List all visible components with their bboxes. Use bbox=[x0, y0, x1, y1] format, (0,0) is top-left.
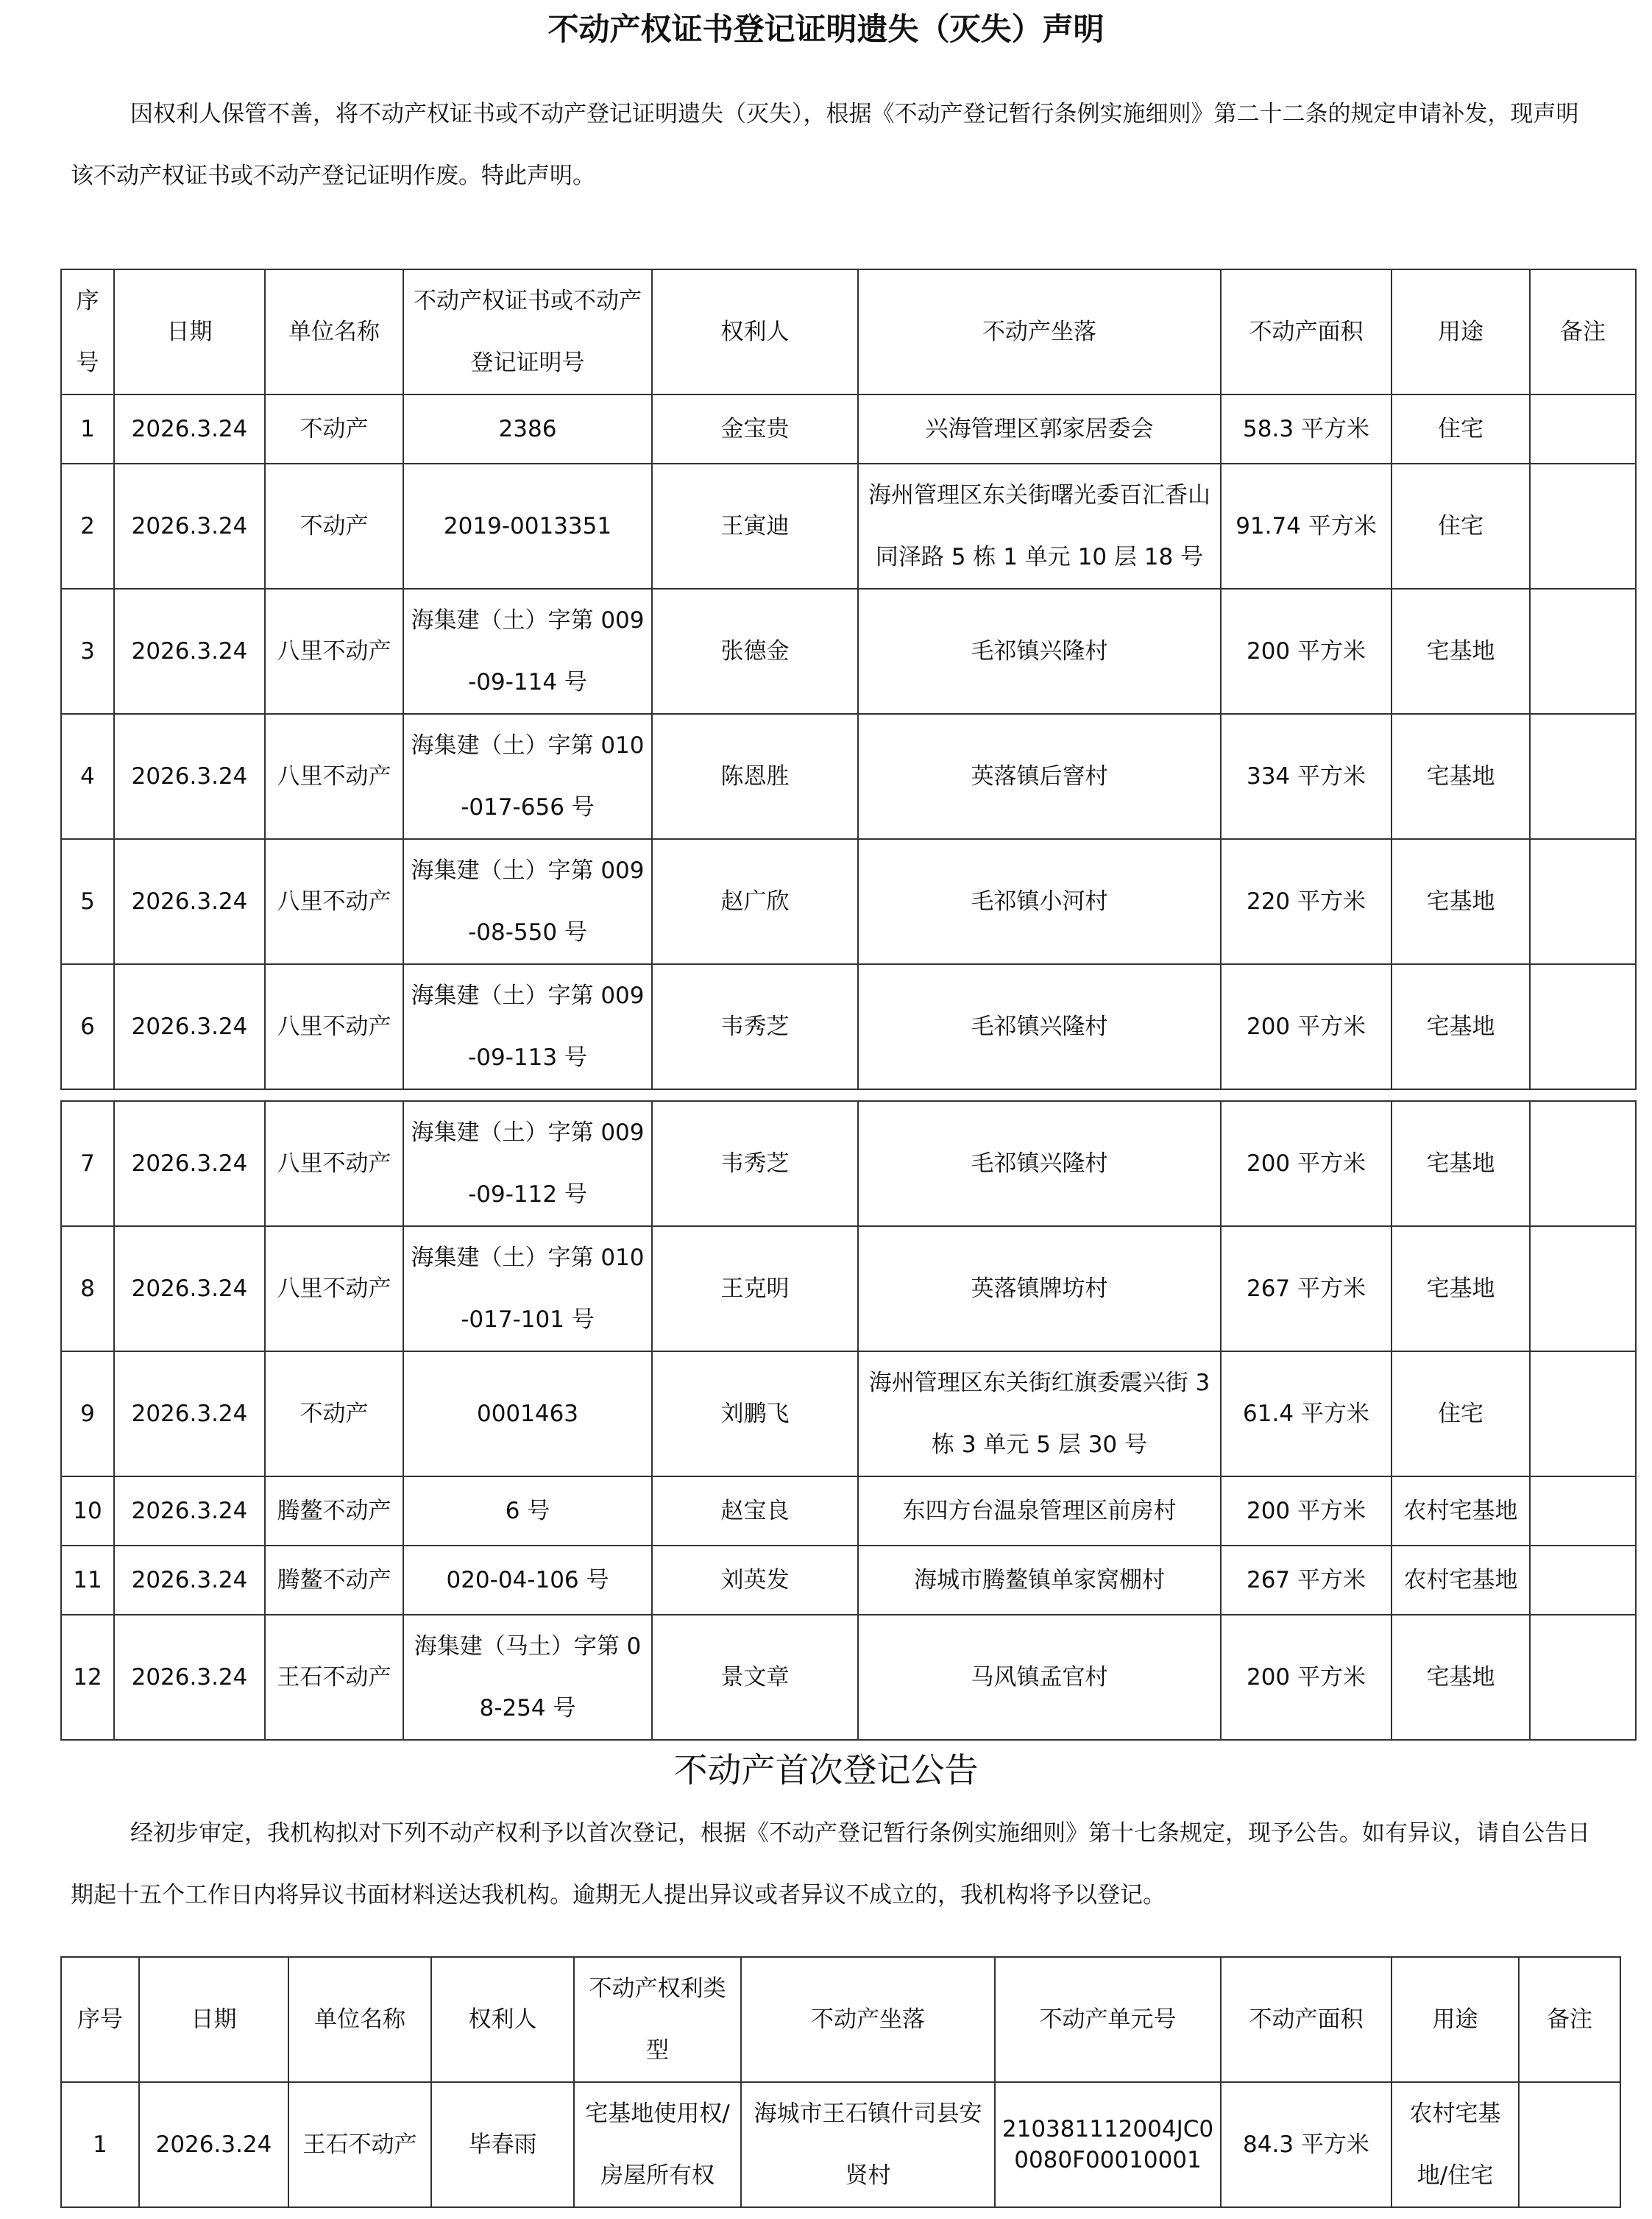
cell-date: 2026.3.24 bbox=[114, 839, 265, 964]
cell-unit: 八里不动产 bbox=[265, 1101, 403, 1226]
cell-location: 毛祁镇兴隆村 bbox=[858, 1101, 1221, 1226]
cell-usage: 住宅 bbox=[1392, 464, 1530, 589]
header-date: 日期 bbox=[139, 1957, 288, 2082]
table-header-row bbox=[61, 269, 1636, 394]
cell-owner: 韦秀芝 bbox=[652, 1101, 858, 1226]
header-remark: 备注 bbox=[1530, 269, 1636, 394]
cell-area: 84.3 平方米 bbox=[1221, 2082, 1392, 2207]
cell-remark bbox=[1530, 839, 1636, 964]
header-usage: 用途 bbox=[1392, 269, 1530, 394]
first-registration-table bbox=[60, 1956, 1621, 2208]
header-owner: 权利人 bbox=[652, 269, 858, 394]
cell-area: 220 平方米 bbox=[1221, 839, 1392, 964]
cell-date: 2026.3.24 bbox=[114, 964, 265, 1089]
cell-remark bbox=[1530, 1351, 1636, 1476]
cell-cert-no: 海集建（土）字第 009-09-114 号 bbox=[403, 589, 652, 714]
header-location: 不动产坐落 bbox=[741, 1957, 995, 2082]
cell-date: 2026.3.24 bbox=[114, 1546, 265, 1615]
cell-unit: 不动产 bbox=[265, 464, 403, 589]
cell-remark bbox=[1530, 964, 1636, 1089]
cell-unit: 八里不动产 bbox=[265, 589, 403, 714]
cell-seq: 8 bbox=[61, 1226, 114, 1351]
cell-location: 毛祁镇兴隆村 bbox=[858, 589, 1221, 714]
table-row bbox=[61, 1226, 1636, 1351]
cell-location: 英落镇牌坊村 bbox=[858, 1226, 1221, 1351]
cell-date: 2026.3.24 bbox=[114, 714, 265, 839]
cell-remark bbox=[1530, 1226, 1636, 1351]
cell-seq: 1 bbox=[61, 394, 114, 464]
cell-remark bbox=[1530, 1546, 1636, 1615]
cell-owner: 陈恩胜 bbox=[652, 714, 858, 839]
cell-owner: 金宝贵 bbox=[652, 394, 858, 464]
cell-date: 2026.3.24 bbox=[114, 1476, 265, 1546]
table-row bbox=[61, 1476, 1636, 1546]
cell-area: 334 平方米 bbox=[1221, 714, 1392, 839]
cell-date: 2026.3.24 bbox=[114, 1101, 265, 1226]
cell-owner: 景文章 bbox=[652, 1615, 858, 1740]
cell-remark bbox=[1530, 464, 1636, 589]
header-date: 日期 bbox=[114, 269, 265, 394]
cell-owner: 毕春雨 bbox=[431, 2082, 574, 2207]
cell-owner: 赵广欣 bbox=[652, 839, 858, 964]
header-right-type: 不动产权利类型 bbox=[574, 1957, 741, 2082]
header-area: 不动产面积 bbox=[1221, 1957, 1392, 2082]
cell-unit: 不动产 bbox=[265, 394, 403, 464]
table-header-row bbox=[61, 1957, 1620, 2082]
cell-location: 英落镇后窨村 bbox=[858, 714, 1221, 839]
header-cert-no: 不动产权证书或不动产登记证明号 bbox=[403, 269, 652, 394]
cell-cert-no: 海集建（土）字第 009-08-550 号 bbox=[403, 839, 652, 964]
cell-seq: 12 bbox=[61, 1615, 114, 1740]
table-row bbox=[61, 839, 1636, 964]
cell-location: 毛祁镇小河村 bbox=[858, 839, 1221, 964]
cell-cert-no: 2019-0013351 bbox=[403, 464, 652, 589]
cell-location: 毛祁镇兴隆村 bbox=[858, 964, 1221, 1089]
cell-date: 2026.3.24 bbox=[114, 1351, 265, 1476]
cell-usage: 宅基地 bbox=[1392, 1226, 1530, 1351]
cell-date: 2026.3.24 bbox=[114, 464, 265, 589]
cell-unit: 八里不动产 bbox=[265, 839, 403, 964]
cell-usage: 宅基地 bbox=[1392, 964, 1530, 1089]
cell-date: 2026.3.24 bbox=[114, 1226, 265, 1351]
cell-location: 海城市王石镇什司县安贤村 bbox=[741, 2082, 995, 2207]
cell-usage: 宅基地 bbox=[1392, 1615, 1530, 1740]
table-row bbox=[61, 394, 1636, 464]
cell-remark bbox=[1530, 714, 1636, 839]
cell-seq: 7 bbox=[61, 1101, 114, 1226]
cell-unit: 不动产 bbox=[265, 1351, 403, 1476]
cell-remark bbox=[1530, 394, 1636, 464]
cell-seq: 4 bbox=[61, 714, 114, 839]
cell-unit: 腾鳌不动产 bbox=[265, 1476, 403, 1546]
header-seq: 序号 bbox=[61, 1957, 139, 2082]
cell-remark bbox=[1519, 2082, 1620, 2207]
cell-unit: 腾鳌不动产 bbox=[265, 1546, 403, 1615]
cell-date: 2026.3.24 bbox=[114, 394, 265, 464]
table-row bbox=[61, 1101, 1636, 1226]
header-unit: 单位名称 bbox=[265, 269, 403, 394]
cell-usage: 农村宅基地 bbox=[1392, 1546, 1530, 1615]
header-usage: 用途 bbox=[1392, 1957, 1519, 2082]
cell-owner: 刘鹏飞 bbox=[652, 1351, 858, 1476]
cell-seq: 11 bbox=[61, 1546, 114, 1615]
cell-cert-no: 海集建（土）字第 010-017-656 号 bbox=[403, 714, 652, 839]
cell-remark bbox=[1530, 1101, 1636, 1226]
cell-unit-no: 210381112004JC00080F00010001 bbox=[995, 2082, 1221, 2207]
cell-seq: 10 bbox=[61, 1476, 114, 1546]
header-unit: 单位名称 bbox=[288, 1957, 431, 2082]
cell-owner: 刘英发 bbox=[652, 1546, 858, 1615]
cell-seq: 9 bbox=[61, 1351, 114, 1476]
cell-area: 61.4 平方米 bbox=[1221, 1351, 1392, 1476]
cell-area: 267 平方米 bbox=[1221, 1226, 1392, 1351]
cell-usage: 农村宅基地/住宅 bbox=[1392, 2082, 1519, 2207]
cell-owner: 王克明 bbox=[652, 1226, 858, 1351]
cell-right-type: 宅基地使用权/房屋所有权 bbox=[574, 2082, 741, 2207]
cell-cert-no: 海集建（马土）字第 08-254 号 bbox=[403, 1615, 652, 1740]
cell-usage: 农村宅基地 bbox=[1392, 1476, 1530, 1546]
cell-usage: 宅基地 bbox=[1392, 1101, 1530, 1226]
cell-seq: 2 bbox=[61, 464, 114, 589]
cell-seq: 5 bbox=[61, 839, 114, 964]
cell-usage: 住宅 bbox=[1392, 1351, 1530, 1476]
cell-owner: 张德金 bbox=[652, 589, 858, 714]
cell-cert-no: 海集建（土）字第 009-09-113 号 bbox=[403, 964, 652, 1089]
table-row bbox=[61, 714, 1636, 839]
cell-date: 2026.3.24 bbox=[114, 589, 265, 714]
cell-date: 2026.3.24 bbox=[114, 1615, 265, 1740]
notice-paragraph: 因权利人保管不善，将不动产权证书或不动产登记证明遗失（灭失），根据《不动产登记暂行条例实施细则》第二十二条的规定申请补发，现声明该不动产权证书或不动产登记证明作废。特此声明。 bbox=[71, 101, 1579, 189]
cell-area: 200 平方米 bbox=[1221, 1615, 1392, 1740]
cell-location: 海州管理区东关街曙光委百汇香山同泽路 5 栋 1 单元 10 层 18 号 bbox=[858, 464, 1221, 589]
first-registration-title: 不动产首次登记公告 bbox=[673, 1750, 979, 1790]
cell-owner: 韦秀芝 bbox=[652, 964, 858, 1089]
cell-location: 海州管理区东关街红旗委震兴街 3 栋 3 单元 5 层 30 号 bbox=[858, 1351, 1221, 1476]
cell-cert-no: 020-04-106 号 bbox=[403, 1546, 652, 1615]
cell-cert-no: 海集建（土）字第 009-09-112 号 bbox=[403, 1101, 652, 1226]
cell-area: 200 平方米 bbox=[1221, 1476, 1392, 1546]
cell-cert-no: 6 号 bbox=[403, 1476, 652, 1546]
cell-remark bbox=[1530, 1615, 1636, 1740]
cell-owner: 赵宝良 bbox=[652, 1476, 858, 1546]
cell-usage: 宅基地 bbox=[1392, 714, 1530, 839]
cell-remark bbox=[1530, 1476, 1636, 1546]
cell-area: 200 平方米 bbox=[1221, 964, 1392, 1089]
cell-usage: 宅基地 bbox=[1392, 839, 1530, 964]
cell-location: 兴海管理区郭家居委会 bbox=[858, 394, 1221, 464]
header-unit-no: 不动产单元号 bbox=[995, 1957, 1221, 2082]
cell-location: 马风镇孟官村 bbox=[858, 1615, 1221, 1740]
header-owner: 权利人 bbox=[431, 1957, 574, 2082]
cell-cert-no: 海集建（土）字第 010-017-101 号 bbox=[403, 1226, 652, 1351]
cell-usage: 宅基地 bbox=[1392, 589, 1530, 714]
cell-area: 58.3 平方米 bbox=[1221, 394, 1392, 464]
header-area: 不动产面积 bbox=[1221, 269, 1392, 394]
header-seq: 序号 bbox=[61, 269, 114, 394]
table-row bbox=[61, 2082, 1620, 2207]
cell-area: 200 平方米 bbox=[1221, 1101, 1392, 1226]
lost-certificate-table-part1 bbox=[60, 269, 1637, 1090]
cell-area: 267 平方米 bbox=[1221, 1546, 1392, 1615]
cell-cert-no: 2386 bbox=[403, 394, 652, 464]
header-remark: 备注 bbox=[1519, 1957, 1620, 2082]
cell-seq: 3 bbox=[61, 589, 114, 714]
table-row bbox=[61, 464, 1636, 589]
cell-remark bbox=[1530, 589, 1636, 714]
first-registration-paragraph: 经初步审定，我机构拟对下列不动产权利予以首次登记，根据《不动产登记暂行条例实施细则》第十七条规定，现予公告。如有异议，请自公告日期起十五个工作日内将异议书面材料送达我机构。逾期无人提出异议或者异议不成立的，我机构将予以登记。 bbox=[71, 1820, 1590, 1908]
cell-date: 2026.3.24 bbox=[139, 2082, 288, 2207]
cell-usage: 住宅 bbox=[1392, 394, 1530, 464]
lost-certificate-table-part2 bbox=[60, 1100, 1637, 1741]
cell-unit: 八里不动产 bbox=[265, 714, 403, 839]
notice-title: 不动产权证书登记证明遗失（灭失）声明 bbox=[547, 11, 1105, 47]
cell-seq: 1 bbox=[61, 2082, 139, 2207]
cell-owner: 王寅迪 bbox=[652, 464, 858, 589]
cell-location: 海城市腾鳌镇单家窝棚村 bbox=[858, 1546, 1221, 1615]
cell-unit: 八里不动产 bbox=[265, 1226, 403, 1351]
cell-unit: 王石不动产 bbox=[265, 1615, 403, 1740]
table-row bbox=[61, 589, 1636, 714]
cell-cert-no: 0001463 bbox=[403, 1351, 652, 1476]
table-row bbox=[61, 1615, 1636, 1740]
cell-unit: 王石不动产 bbox=[288, 2082, 431, 2207]
cell-unit: 八里不动产 bbox=[265, 964, 403, 1089]
table-row bbox=[61, 1351, 1636, 1476]
table-row bbox=[61, 1546, 1636, 1615]
cell-location: 东四方台温泉管理区前房村 bbox=[858, 1476, 1221, 1546]
table-row bbox=[61, 964, 1636, 1089]
cell-area: 200 平方米 bbox=[1221, 589, 1392, 714]
cell-area: 91.74 平方米 bbox=[1221, 464, 1392, 589]
cell-seq: 6 bbox=[61, 964, 114, 1089]
header-location: 不动产坐落 bbox=[858, 269, 1221, 394]
